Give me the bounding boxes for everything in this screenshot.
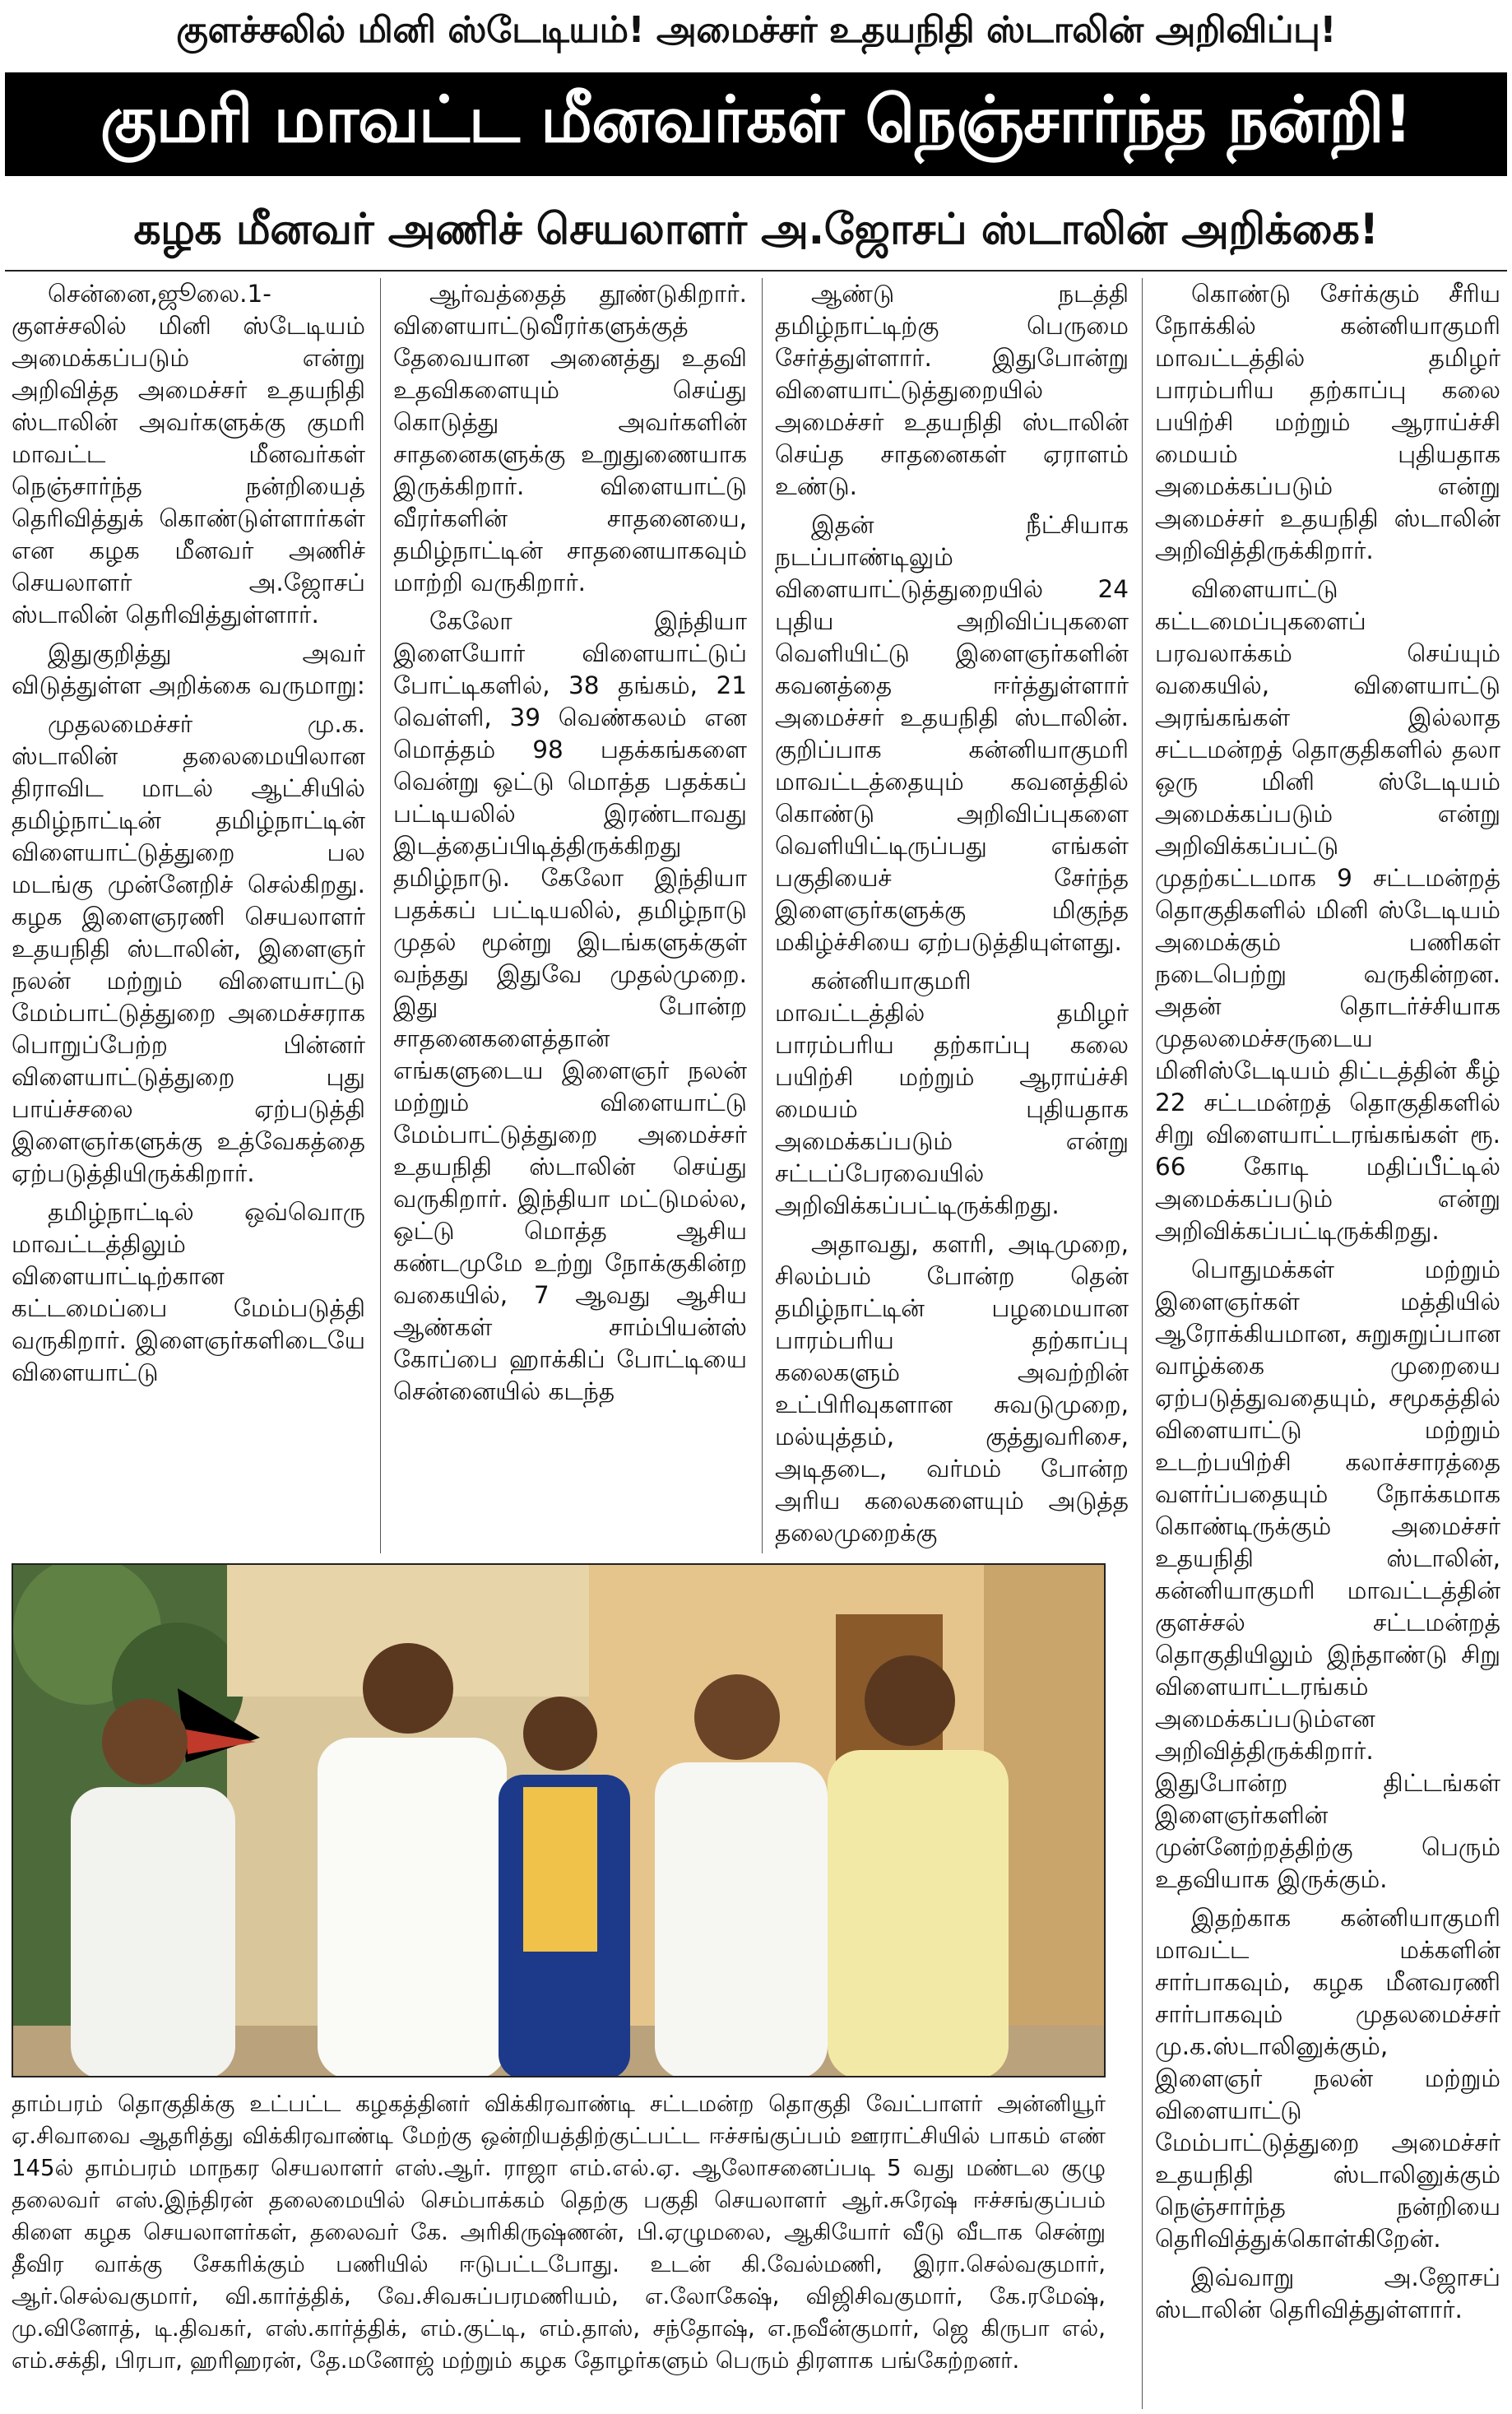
column-rule — [380, 278, 381, 1553]
paragraph: கொண்டு சேர்க்கும் சீரிய நோக்கில் கன்னியாகுமரி மாவட்டத்தில் தமிழர் பாரம்பரிய தற்காப்பு கலை பயிற்சி மற்றும் ஆராய்ச்சி மையம் புதியதாக அமைக்கப்படும் என்று அமைச்சர் உதயநிதி ஸ்டாலின் அறிவித்திருக்கிறார். — [1155, 280, 1500, 564]
paragraph: சென்னை,ஜூலை.1- குளச்சலில் மினி ஸ்டேடியம் அமைக்கப்படும் என்று அறிவித்த அமைச்சர் உதயநிதி ஸ்டாலின் அவர்களுக்கு குமரி மாவட்ட மீனவர்கள் நெஞ்சார்ந்த நன்றியைத் தெரிவித்துக் கொண்டுள்ளார்கள் என கழக மீனவர் அணிச் செயலாளர் அ.ஜோசப் ஸ்டாலின் தெரிவித்துள்ளார். — [12, 280, 365, 629]
paragraph: ஆர்வத்தைத் தூண்டுகிறார். விளையாட்டுவீரர்களுக்குத் தேவையான அனைத்து உதவி உதவிகளையும் செய்து கொடுத்து அவர்களின் சாதனைகளுக்கு உறுதுணையாக இருக்கிறார். விளையாட்டு வீரர்களின் சாதனையை, தமிழ்நாட்டின் சாதனையாகவும் மாற்றி வருகிறார். — [393, 280, 747, 597]
paragraph: இதற்காக கன்னியாகுமரி மாவட்ட மக்களின் சார்பாகவும், கழக மீனவரணி சார்பாகவும் முதலமைச்சர் மு.க.ஸ்டாலினுக்கும், இளைஞர் நலன் மற்றும் விளையாட்டு மேம்பாட்டுத்துறை அமைச்சர் உதயநிதி ஸ்டாலினுக்கும் நெஞ்சார்ந்த நன்றியை தெரிவித்துக்கொள்கிறேன். — [1155, 1904, 1500, 2253]
paragraph: தமிழ்நாட்டில் ஒவ்வொரு மாவட்டத்திலும் விளையாட்டிற்கான கட்டமைப்பை மேம்படுத்தி வருகிறார். இளைஞர்களிடையே விளையாட்டு — [12, 1198, 365, 1386]
paragraph: இதுகுறித்து அவர் விடுத்துள்ள அறிக்கை வருமாறு: — [12, 639, 365, 699]
sub-headline: கழக மீனவர் அணிச் செயலாளர் அ.ஜோசப் ஸ்டாலின் அறிக்கை! — [133, 204, 1379, 254]
main-headline: குமரி மாவட்ட மீனவர்கள் நெஞ்சார்ந்த நன்றி! — [5, 72, 1507, 176]
photo-caption: தாம்பரம் தொகுதிக்கு உட்பட்ட கழகத்தினர் விக்கிரவாண்டி சட்டமன்ற தொகுதி வேட்பாளர் அன்னியூர் ஏ.சிவாவை ஆதரித்து விக்கிரவாண்டி மேற்கு ஒன்றியத்திற்குட்பட்ட ஈச்சங்குப்பம் ஊராட்சியில் பாகம் எண் 145ல் தாம்பரம் மாநகர செயலாளர் எஸ்.ஆர். ராஜா எம்.எல்.ஏ. ஆலோசனைப்படி 5 வது மண்டல குழு தலைவர் எஸ்.இந்திரன் தலைமையில் செம்பாக்கம் தெற்கு பகுதி செயலாளர் ஆர்.சுரேஷ் ஈச்சங்குப்பம் கிளை கழக செயலாளர்கள், தலைவர் கே. அரிகிருஷ்ணன், பி.ஏழுமலை, ஆகியோர் வீடு வீடாக சென்று தீவிர வாக்கு சேகரிக்கும் பணியில் ஈடுபட்டபோது. உடன் கி.வேல்மணி, இரா.செல்வகுமார், ஆர்.செல்வகுமார், வி.கார்த்திக், வே.சிவசுப்பரமணியம், எ.லோகேஷ், விஜிசிவகுமார், கே.ரமேஷ், மு.வினோத், டி.திவகர், எஸ்.கார்த்திக், எம்.குட்டி, எம்.தாஸ், சந்தோஷ், எ.நவீன்குமார், ஜெ கிருபா எல், எம்.சக்தி, பிரபா, ஹரிஹரன், தே.மனோஜ் மற்றும் கழக தோழர்களும் பெரும் திரளாக பங்கேற்றனர். — [12, 2091, 1106, 2374]
paragraph: அதாவது, களரி, அடிமுறை, சிலம்பம் போன்ற தென் தமிழ்நாட்டின் பழமையான பாரம்பரிய தற்காப்பு கலைகளும் அவற்றின் உட்பிரிவுகளான சுவடுமுறை, மல்யுத்தம், குத்துவரிசை, அடிதடை, வர்மம் போன்ற அரிய கலைகளையும் அடுத்த தலைமுறைக்கு — [775, 1230, 1129, 1547]
paragraph: இவ்வாறு அ.ஜோசப் ஸ்டாலின் தெரிவித்துள்ளார். — [1155, 2263, 1500, 2323]
kicker-headline: குளச்சலில் மினி ஸ்டேடியம்! அமைச்சர் உதயநிதி ஸ்டாலின் அறிவிப்பு! — [176, 8, 1336, 51]
campaign-photo-illustration — [13, 1565, 1106, 2077]
top-rule — [5, 270, 1507, 272]
paragraph: கன்னியாகுமரி மாவட்டத்தில் தமிழர் பாரம்பரிய தற்காப்பு கலை பயிற்சி மற்றும் ஆராய்ச்சி மையம் புதியதாக அமைக்கப்படும் என்று சட்டப்பேரவையில் அறிவிக்கப்பட்டிருக்கிறது. — [775, 967, 1129, 1219]
paragraph: விளையாட்டு கட்டமைப்புகளைப் பரவலாக்கம் செய்யும் வகையில், விளையாட்டு அரங்கங்கள் இல்லாத சட்டமன்றத் தொகுதிகளில் தலா ஒரு மினி ஸ்டேடியம் அமைக்கப்படும் என்று அறிவிக்கப்பட்டு முதற்கட்டமாக 9 சட்டமன்றத் தொகுதிகளில் மினி ஸ்டேடியம் அமைக்கும் பணிகள் நடைபெற்று வருகின்றன. அதன் தொடர்ச்சியாக முதலமைச்சருடைய மினிஸ்டேடியம் திட்டத்தின் கீழ் 22 சட்டமன்றத் தொகுதிகளில் சிறு விளையாட்டரங்கங்கள் ரூ. 66 கோடி மதிப்பீட்டில் அமைக்கப்படும் என்று அறிவிக்கப்பட்டிருக்கிறது. — [1155, 575, 1500, 1245]
column-rule — [1142, 278, 1143, 2409]
paragraph: பொதுமக்கள் மற்றும் இளைஞர்கள் மத்தியில் ஆரோக்கியமான, சுறுசுறுப்பான வாழ்க்கை முறையை ஏற்படுத்துவதையும், சமூகத்தில் விளையாட்டு மற்றும் உடற்பயிற்சி கலாச்சாரத்தை வளர்ப்பதையும் நோக்கமாக கொண்டிருக்கும் அமைச்சர் உதயநிதி ஸ்டாலின், கன்னியாகுமரி மாவட்டத்தின் குளச்சல் சட்டமன்றத் தொகுதியிலும் இந்தாண்டு சிறு விளையாட்டரங்கம் அமைக்கப்படும்என அறிவித்திருக்கிறார். இதுபோன்ற திட்டங்கள் இளைஞர்களின் முன்னேற்றத்திற்கு பெரும் உதவியாக இருக்கும். — [1155, 1256, 1500, 1893]
paragraph: முதலமைச்சர் மு.க. ஸ்டாலின் தலைமையிலான திராவிட மாடல் ஆட்சியில் தமிழ்நாட்டின் தமிழ்நாட்டின் விளையாட்டுத்துறை பல மடங்கு முன்னேறிச் செல்கிறது. கழக இளைஞரணி செயலாளர் உதயநிதி ஸ்டாலின், இளைஞர் நலன் மற்றும் விளையாட்டு மேம்பாட்டுத்துறை அமைச்சராக பொறுப்பேற்ற பின்னர் விளையாட்டுத்துறை புது பாய்ச்சலை ஏற்படுத்தி இளைஞர்களுக்கு உத்வேகத்தை ஏற்படுத்தியிருக்கிறார். — [12, 710, 365, 1187]
paragraph: ஆண்டு நடத்தி தமிழ்நாட்டிற்கு பெருமை சேர்த்துள்ளார். இதுபோன்று விளையாட்டுத்துறையில் அமைச்சர் உதயநிதி ஸ்டாலின் செய்த சாதனைகள் ஏராளம் உண்டு. — [775, 280, 1129, 500]
article-column-1 — [12, 278, 365, 1557]
news-photo — [12, 1563, 1106, 2077]
paragraph: இதன் நீட்சியாக நடப்பாண்டிலும் விளையாட்டுத்துறையில் 24 புதிய அறிவிப்புகளை வெளியிட்டு இளைஞர்களின் கவனத்தை ஈர்த்துள்ளார் அமைச்சர் உதயநிதி ஸ்டாலின். குறிப்பாக கன்னியாகுமரி மாவட்டத்தையும் கவனத்தில் கொண்டு அறிவிப்புகளை வெளியிட்டிருப்பது எங்கள் பகுதியைச் சேர்ந்த இளைஞர்களுக்கு மிகுந்த மகிழ்ச்சியை ஏற்படுத்தியுள்ளது. — [775, 511, 1129, 956]
article-column-3 — [775, 278, 1129, 1557]
column-rule — [762, 278, 763, 1553]
article-column-2 — [393, 278, 747, 1557]
article-column-4 — [1155, 278, 1500, 2409]
paragraph: கேலோ இந்தியா இளையோர் விளையாட்டுப் போட்டிகளில், 38 தங்கம், 21 வெள்ளி, 39 வெண்கலம் என மொத்தம் 98 பதக்கங்களை வென்று ஒட்டு மொத்த பதக்கப் பட்டியலில் இரண்டாவது இடத்தைப்பிடித்திருக்கிறது தமிழ்நாடு. கேலோ இந்தியா பதக்கப் பட்டியலில், தமிழ்நாடு முதல் மூன்று இடங்களுக்குள் வந்தது இதுவே முதல்முறை. இது போன்ற சாதனைகளைத்தான் எங்களுடைய இளைஞர் நலன் மற்றும் விளையாட்டு மேம்பாட்டுத்துறை அமைச்சர் உதயநிதி ஸ்டாலின் செய்து வருகிறார். இந்தியா மட்டுமல்ல, ஒட்டு மொத்த ஆசிய கண்டமுமே உற்று நோக்குகின்ற வகையில், 7 ஆவது ஆசிய ஆண்கள் சாம்பியன்ஸ் கோப்பை ஹாக்கிப் போட்டியை சென்னையில் கடந்த — [393, 607, 747, 1405]
